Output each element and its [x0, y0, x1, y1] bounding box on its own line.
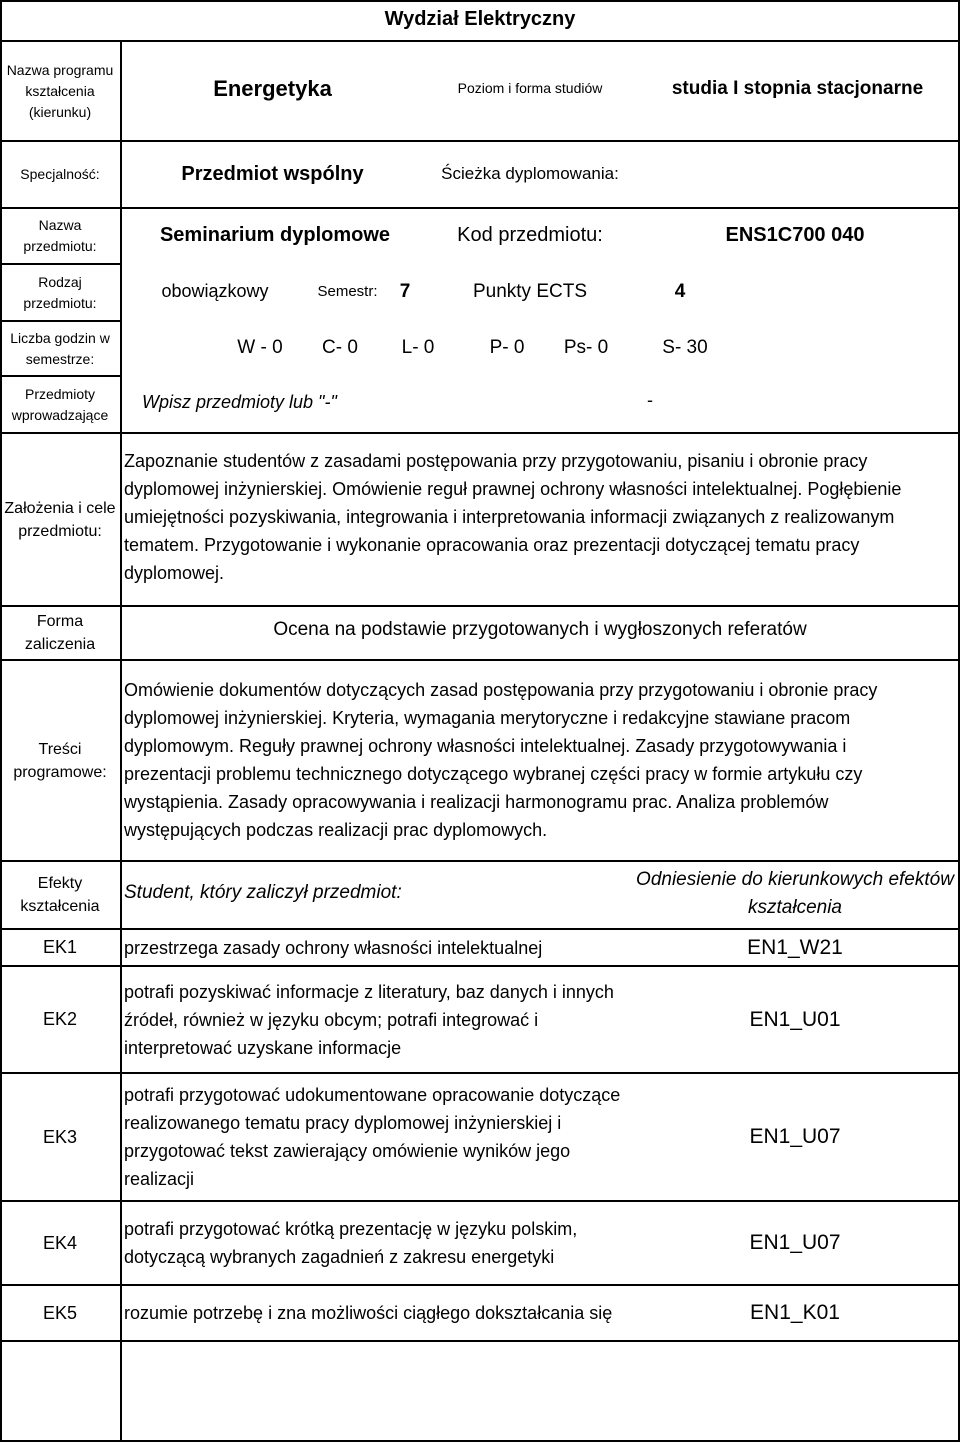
path-label: Ścieżka dyplomowania: — [441, 164, 619, 183]
divider — [0, 207, 960, 209]
outcome-text: rozumie potrzebę i zna możliwości ciągłego dokształcania się — [124, 1303, 613, 1323]
hours-ps: Ps- 0 — [563, 337, 609, 358]
outcome-id: EK3 — [42, 1126, 78, 1147]
outcome-text: przestrzega zasady ochrony własności intelektualnej — [124, 937, 543, 958]
outcome-ref: EN1_U01 — [749, 1007, 841, 1031]
outcome-text: potrafi przygotować krótką prezentację w języku polskim, dotyczącą wybranych zagadnień z zakresu energetyki — [124, 1219, 578, 1267]
content-label: Treści programowe: — [13, 740, 107, 781]
outcome-ref: EN1_W21 — [747, 935, 843, 959]
faculty-title: Wydział Elektryczny — [384, 8, 576, 30]
outcomes-header: Student, który zaliczył przedmiot: — [124, 882, 402, 903]
type-value: obowiązkowy — [161, 281, 269, 301]
outcome-id: EK4 — [42, 1232, 78, 1253]
outcome-ref: EN1_U07 — [749, 1231, 841, 1254]
outcome-ref: EN1_K01 — [750, 1301, 840, 1324]
goals-label: Założenia i cele przedmiotu: — [4, 499, 116, 540]
outcomes-label: Efekty kształcenia — [20, 875, 100, 915]
divider — [0, 1340, 960, 1342]
semester-label: Semestr: — [317, 283, 378, 300]
outcome-text: potrafi przygotować udokumentowane opracowanie dotyczące realizowanego tematu pracy dyplomowej inżynierskiej i przygotować tekst zawierający omówienie wyników jego realizacji — [124, 1085, 621, 1189]
hours-w: W - 0 — [237, 337, 283, 358]
ects-value: 4 — [674, 281, 686, 302]
ects-label: Punkty ECTS — [472, 281, 588, 302]
divider — [0, 659, 960, 661]
hours-p: P- 0 — [489, 337, 525, 358]
goals-text: Zapoznanie studentów z zasadami postępowania przy przygotowaniu, pisaniu i obronie pracy dyplomowej inżynierskiej. Omówienie reguł prawnej ochrony własności intelektualnej. Pogłębienie umiejętności pozyskiwania, integrowania i interpretowania informacji związanych z realizowanym tematem. Przygotowanie i wykonanie opracowania oraz prezentacji dotyczącej tematu pracy dyplomowej. — [124, 451, 902, 583]
divider — [0, 605, 960, 607]
hours-c: C- 0 — [322, 337, 358, 358]
hours-l: L- 0 — [401, 337, 435, 358]
program-value: Energetyka — [213, 76, 332, 101]
prereq-value: - — [647, 390, 653, 410]
program-label: Nazwa programu kształcenia (kierunku) — [6, 61, 114, 120]
divider — [0, 140, 960, 142]
hours-s: S- 30 — [662, 337, 708, 358]
divider — [0, 860, 960, 862]
subject-name: Seminarium dyplomowe — [159, 224, 391, 246]
level-label: Poziom i forma studiów — [457, 80, 603, 96]
outcome-id: EK5 — [42, 1302, 78, 1323]
divider — [0, 40, 960, 42]
divider — [0, 432, 960, 434]
content-text: Omówienie dokumentów dotyczących zasad postępowania przy przygotowaniu i obronie pracy dyplomowej inżynierskiej. Kryteria, wymagania merytoryczne i redakcyjne stawiane pracom dyplomowym. Reguły prawnej ochrony własności intelektualnej. Zasady przygotowywania i prezentacji problemu technicznego dotyczącego wybranej części pracy w formie artykułu czy wystąpienia. Zasady opracowywania i realizacji harmonogramu prac. Analiza problemów występujących podczas realizacji prac dyplomowych. — [124, 680, 878, 840]
outcome-ref: EN1_U07 — [749, 1125, 841, 1148]
prereq-hint: Wpisz przedmioty lub "-" — [142, 392, 337, 412]
outcome-text: potrafi pozyskiwać informacje z literatury, baz danych i innych źródeł, również w języku obcym; potrafi integrować i interpretować uzyskane informacje — [124, 981, 614, 1058]
specialty-value: Przedmiot wspólny — [181, 163, 364, 185]
specialty-label: Specjalność: — [20, 166, 100, 182]
assessment-label: Forma zaliczenia — [24, 613, 96, 653]
code-label: Kod przedmiotu: — [457, 224, 603, 246]
semester-value: 7 — [399, 281, 411, 302]
outcomes-ref-header: Odniesienie do kierunkowych efektów kształcenia — [636, 869, 954, 918]
type-label: Rodzaj przedmiotu: — [23, 273, 97, 311]
prereq-label: Przedmioty wprowadzające — [11, 385, 109, 423]
outcome-id: EK1 — [42, 937, 78, 957]
level-value: studia I stopnia stacjonarne — [671, 78, 924, 99]
outcome-id: EK2 — [42, 1009, 78, 1029]
subject-name-label: Nazwa przedmiotu: — [23, 217, 97, 254]
divider — [0, 0, 960, 2]
hours-label: Liczba godzin w semestrze: — [10, 329, 110, 367]
subject-code: ENS1C700 040 — [725, 224, 865, 246]
divider — [120, 40, 122, 1440]
assessment-value: Ocena na podstawie przygotowanych i wygłoszonych referatów — [273, 619, 807, 640]
